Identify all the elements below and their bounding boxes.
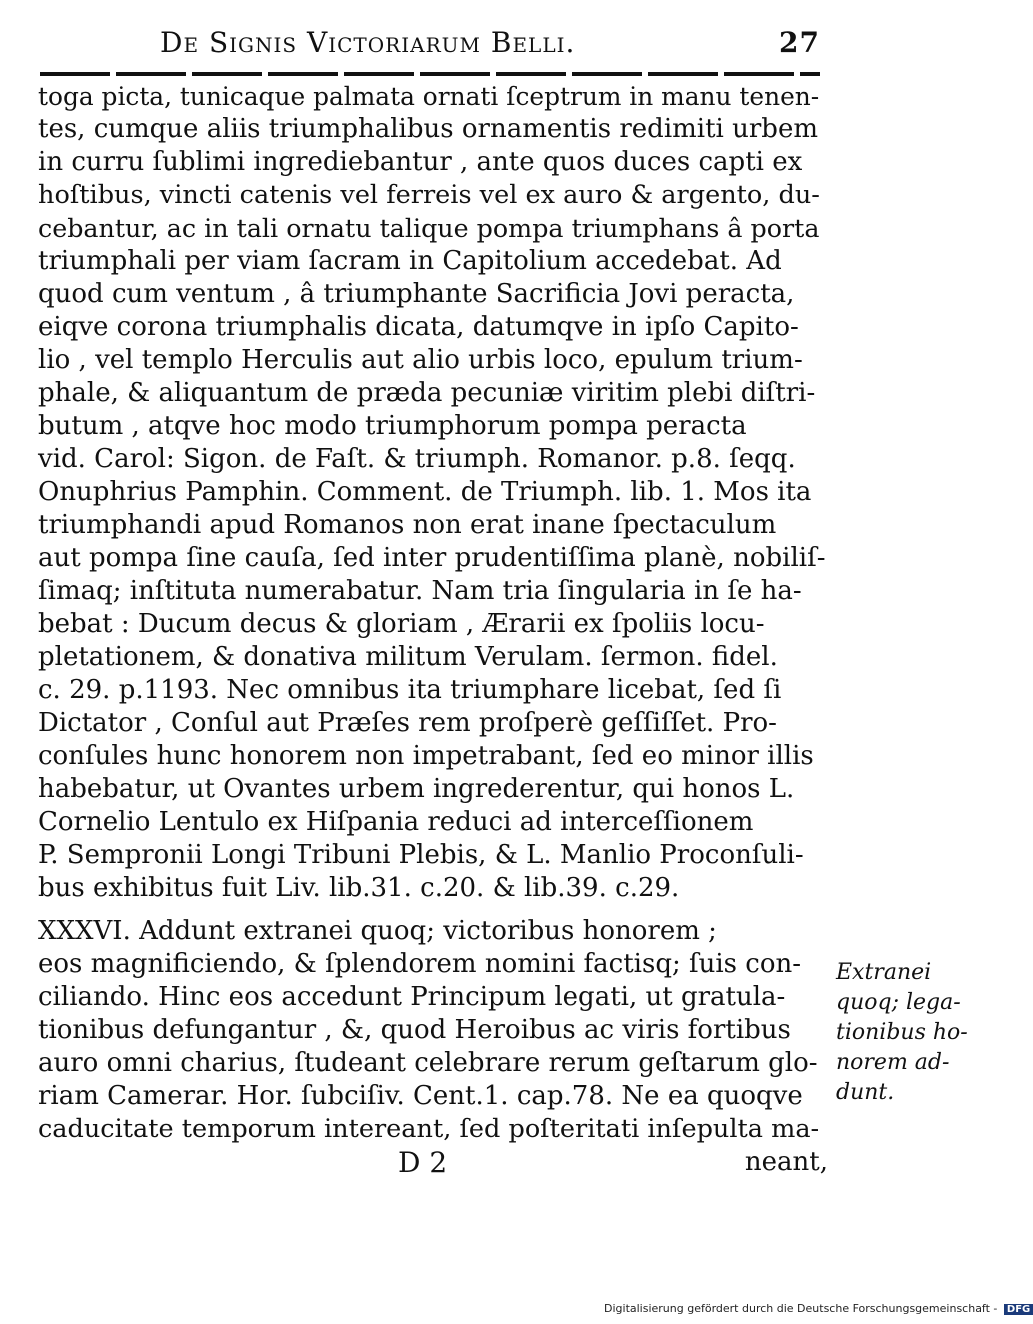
text-line: cebantur, ac in tali ornatu talique pompa triumphans â porta [38, 213, 820, 243]
marginal-note-line: quoq; lega- [836, 990, 961, 1015]
text-line: phale, & aliquantum de præda pecuniæ viritim plebi diſtri- [38, 378, 816, 408]
text-line: in curru ſublimi ingrediebantur , ante quos duces capti ex [38, 147, 803, 177]
text-line: ſimaq; inſtituta numerabatur. Nam tria ſingularia in ſe ha- [38, 576, 802, 606]
text-line: tes, cumque aliis triumphalibus ornamentis redimiti urbem [38, 114, 818, 144]
page-number: 27 [779, 26, 820, 59]
text-line: butum , atqve hoc modo triumphorum pompa peracta [38, 411, 747, 441]
text-line: auro omni charius, ſtudeant celebrare rerum geſtarum glo- [38, 1048, 818, 1078]
digitization-credit [604, 1302, 1031, 1320]
body-text [38, 80, 828, 1186]
signature-line [38, 1146, 828, 1186]
marginal-note-line: norem ad- [836, 1050, 950, 1075]
text-line: bus exhibitus fuit Liv. lib.31. c.20. & lib.39. c.29. [38, 873, 680, 903]
text-line: eos magnificiendo, & ſplendorem nomini factisq; ſuis con- [38, 949, 802, 979]
text-line: tionibus defungantur , &, quod Heroibus ac viris fortibus [38, 1015, 791, 1045]
text-line: hoſtibus, vincti catenis vel ferreis vel ex auro & argento, du- [38, 180, 820, 210]
text-line: aut pompa ſine cauſa, ſed inter prudentiſſima planè, nobiliſ- [38, 543, 826, 573]
credit-text: Digitalisierung gefördert durch die Deutsche Forschungsgemeinschaft - [604, 1302, 998, 1315]
text-line: caducitate temporum intereant, ſed poſteritati inſepulta ma- [38, 1114, 820, 1144]
text-line: riam Camerar. Hor. ſubciſiv. Cent.1. cap.78. Ne ea quoqve [38, 1081, 803, 1111]
text-line: lio , vel templo Herculis aut alio urbis loco, epulum trium- [38, 345, 803, 375]
marginal-note [836, 958, 986, 1108]
marginal-note-line: dunt. [836, 1080, 895, 1105]
header-rule [40, 72, 820, 76]
text-line: Cornelio Lentulo ex Hiſpania reduci ad interceſſionem [38, 807, 754, 837]
text-line: Dictator , Conſul aut Præſes rem proſperè geſſiſſet. Pro- [38, 708, 777, 738]
running-title: De Signis Victoriarum Belli. [160, 26, 576, 59]
text-line: habebatur, ut Ovantes urbem ingrederentur, qui honos L. [38, 774, 795, 804]
text-line: triumphandi apud Romanos non erat inane ſpectaculum [38, 510, 777, 540]
dfg-logo: DFG [1004, 1304, 1033, 1315]
section-heading-line: XXXVI. Addunt extranei quoq; victoribus honorem ; [38, 916, 717, 946]
text-line: conſules hunc honorem non impetrabant, ſed eo minor illis [38, 741, 814, 771]
marginal-note-line: Extranei [836, 960, 932, 985]
marginal-note-line: tionibus ho- [836, 1020, 968, 1045]
text-line: quod cum ventum , â triumphante Sacrificia Jovi peracta, [38, 279, 795, 309]
text-line: c. 29. p.1193. Nec omnibus ita triumphare licebat, ſed ſi [38, 675, 782, 705]
text-line: P. Sempronii Longi Tribuni Plebis, & L. Manlio Proconſuli- [38, 840, 804, 870]
signature-mark: D 2 [398, 1146, 448, 1179]
text-line: vid. Carol: Sigon. de Faſt. & triumph. Romanor. p.8. ſeqq. [38, 444, 796, 474]
text-line: ciliando. Hinc eos accedunt Principum legati, ut gratula- [38, 982, 786, 1012]
text-line: triumphali per viam ſacram in Capitolium accedebat. Ad [38, 246, 782, 276]
text-line: pletationem, & donativa militum Verulam. ſermon. fidel. [38, 642, 778, 672]
text-line: toga picta, tunicaque palmata ornati ſceptrum in manu tenen- [38, 82, 820, 111]
text-line: Onuphrius Pamphin. Comment. de Triumph. lib. 1. Mos ita [38, 477, 812, 507]
text-line: eiqve corona triumphalis dicata, datumqve in ipſo Capito- [38, 312, 799, 342]
text-line: bebat : Ducum decus & gloriam , Ærarii ex ſpoliis locu- [38, 609, 765, 639]
running-head [160, 26, 820, 66]
catchword: neant, [744, 1147, 828, 1177]
